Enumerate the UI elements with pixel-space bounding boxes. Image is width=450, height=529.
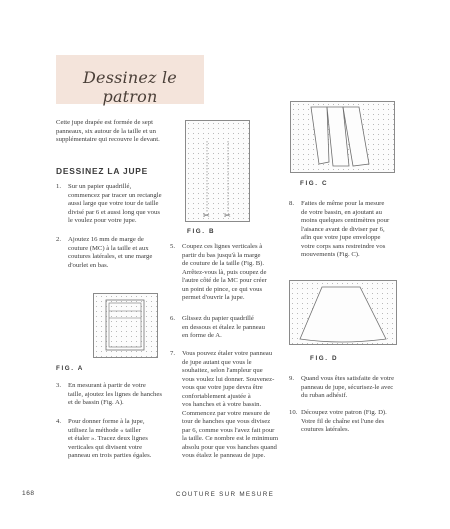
step-10 xyxy=(289,409,419,437)
step-number: 8. xyxy=(289,200,295,207)
step-line: utilisez la méthode « tailler xyxy=(68,426,141,434)
step-8 xyxy=(289,200,407,262)
step-line: et de bassin (Fig. A). xyxy=(68,399,124,406)
step-line: moins quelques centimètres pour xyxy=(301,217,390,224)
figure-c-label: FIG. C xyxy=(300,180,329,187)
step-line: en dessous et étalez le panneau xyxy=(182,323,265,331)
step-line: Vous pouvez étaler votre panneau xyxy=(182,350,273,357)
step-line: le voulez pour votre jupe. xyxy=(68,217,137,224)
step-line: taille, ajoutez les lignes de hanches xyxy=(68,390,162,398)
step-text xyxy=(182,350,278,461)
scissors-icon: ✂ xyxy=(224,211,231,220)
figure-c-drawing xyxy=(291,102,394,172)
step-line: afin que votre jupe enveloppe xyxy=(301,234,381,241)
step-text xyxy=(68,418,151,461)
step-line: aussi large que votre tour de taille xyxy=(68,200,159,207)
step-line: votre corps sans restreindre vos xyxy=(301,242,386,250)
step-line: vous que votre jupe devra être xyxy=(182,384,263,391)
step-4 xyxy=(56,418,174,463)
running-title: COUTURE SUR MESURE xyxy=(175,491,275,498)
step-number: 10. xyxy=(289,409,298,416)
step-line: l'aisance avant de diviser par 6, xyxy=(301,225,385,233)
step-text xyxy=(68,382,162,408)
step-line: Découpez votre patron (Fig. D). xyxy=(301,409,387,416)
step-number: 5. xyxy=(170,243,176,250)
step-line: vous étalez le panneau de jupe. xyxy=(182,452,266,459)
figure-a-drawing xyxy=(94,294,157,357)
step-5 xyxy=(170,243,288,305)
step-9 xyxy=(289,375,419,403)
figure-d xyxy=(289,280,397,345)
step-line: coutures latérales, et une marge xyxy=(68,253,153,260)
figure-a xyxy=(93,293,158,358)
step-line: panneau de jupe, sécurisez-le avec xyxy=(301,383,394,391)
step-line: commencez par tracer un rectangle xyxy=(68,191,162,199)
step-line: souhaitez, selon l'ampleur que xyxy=(182,367,263,374)
step-number: 7. xyxy=(170,350,176,357)
step-text xyxy=(301,409,387,435)
step-number: 4. xyxy=(56,418,62,425)
section-heading: DESSINEZ LA JUPE xyxy=(56,166,149,176)
step-2 xyxy=(56,236,174,272)
step-text xyxy=(301,375,394,401)
step-line: tour de hanches que vous divisez xyxy=(182,418,271,425)
step-line: de votre bassin, en ajoutant au xyxy=(301,208,382,216)
step-text xyxy=(68,236,152,270)
step-line: Arrêtez-vous là, puis coupez de xyxy=(182,268,267,276)
step-number: 2. xyxy=(56,236,62,243)
figure-b-label: FIG. B xyxy=(187,228,216,235)
step-line: vous voulez lui donner. Souvenez- xyxy=(182,375,275,383)
step-line: partir du bas jusqu'à la marge xyxy=(182,251,261,259)
step-line: verticales qui divisent votre xyxy=(68,443,143,451)
title-banner xyxy=(56,55,204,104)
step-line: mouvements (Fig. C). xyxy=(301,251,360,258)
step-number: 1. xyxy=(56,183,62,190)
figure-b-drawing xyxy=(186,121,249,221)
step-line: Faites de même pour la mesure xyxy=(301,200,385,207)
step-line: la taille. Ce nombre est le minimum xyxy=(182,435,279,442)
figure-d-label: FIG. D xyxy=(310,355,339,362)
figure-a-label: FIG. A xyxy=(56,365,84,372)
figure-d-drawing xyxy=(290,281,396,344)
step-line: Ajoutez 16 mm de marge de xyxy=(68,236,144,243)
scissors-icon: ✂ xyxy=(203,211,210,220)
step-line: Pour donner forme à la jupe, xyxy=(68,418,145,425)
step-1 xyxy=(56,183,174,228)
step-line: Votre fil de chaîne est l'une des xyxy=(301,417,385,425)
step-number: 6. xyxy=(170,315,176,322)
intro-paragraph: Cette jupe drapée est formée de sept panneaux, six autour de la taille et un supplémentaire qui recouvre le devant. xyxy=(56,119,160,144)
step-text xyxy=(68,183,162,226)
step-7 xyxy=(170,350,288,462)
step-line: Sur un papier quadrillé, xyxy=(68,183,132,190)
step-line: en forme de A. xyxy=(182,332,222,339)
step-line: divisé par 6 et aussi long que vous xyxy=(68,208,160,216)
step-line: de jupe autant que vous le xyxy=(182,358,252,366)
step-text xyxy=(301,200,389,260)
step-number: 3. xyxy=(56,382,62,389)
page-number: 168 xyxy=(22,490,35,497)
step-6 xyxy=(170,315,288,343)
step-line: panneau en trois parties égales. xyxy=(68,452,152,459)
step-line: absolu pour que vos hanches quand xyxy=(182,443,277,451)
step-line: d'ourlet en bas. xyxy=(68,261,109,269)
step-line: Coupez ces lignes verticales à xyxy=(182,243,263,250)
step-line: En mesurant à partir de votre xyxy=(68,382,146,389)
step-line: du ruban adhésif. xyxy=(301,392,348,399)
step-line: l'autre côté de la MC pour créer xyxy=(182,277,267,284)
step-line: permet d'ouvrir la jupe. xyxy=(182,294,245,301)
step-line: confortablement ajustée à xyxy=(182,392,251,400)
step-text xyxy=(182,315,265,341)
step-line: un point de pince, ce qui vous xyxy=(182,285,263,293)
step-line: couture (MC) à la taille et aux xyxy=(68,244,149,252)
step-line: et étaler ». Tracez deux lignes xyxy=(68,435,148,442)
step-3 xyxy=(56,382,174,410)
step-line: de couture de la taille (Fig. B). xyxy=(182,260,265,267)
section-title: Dessinez le patron xyxy=(83,68,177,106)
step-line: Glissez du papier quadrillé xyxy=(182,315,254,322)
step-text xyxy=(182,243,267,303)
step-line: coutures latérales. xyxy=(301,426,350,433)
figure-c xyxy=(290,101,395,173)
step-line: vos hanches et à votre bassin. xyxy=(182,401,262,408)
figure-b xyxy=(185,120,250,222)
step-line: Quand vous êtes satisfaite de votre xyxy=(301,375,395,382)
step-line: Commencez par votre mesure de xyxy=(182,409,271,417)
step-line: par 6, comme vous l'avez fait pour xyxy=(182,426,275,434)
step-number: 9. xyxy=(289,375,295,382)
